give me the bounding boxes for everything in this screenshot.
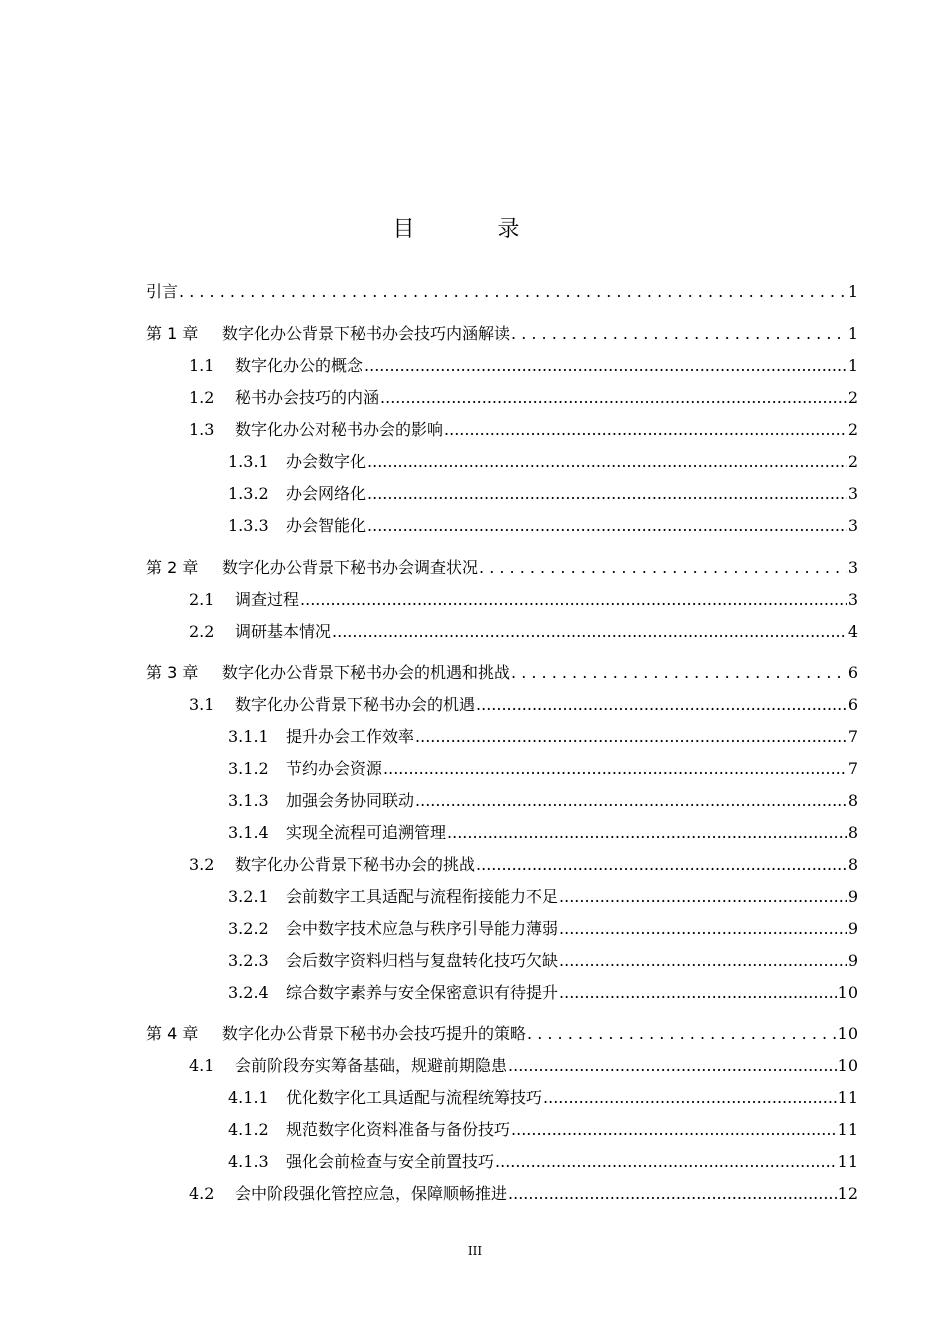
toc-entry-title: 办会智能化 bbox=[286, 516, 367, 535]
toc-entry-number: 2.2 bbox=[189, 622, 215, 641]
toc-page-number: 11 bbox=[837, 1120, 858, 1139]
dot-leader bbox=[179, 280, 847, 304]
dot-leader bbox=[367, 450, 847, 474]
toc-entry-number: 3.2.1 bbox=[228, 887, 269, 906]
toc-page-number: 4 bbox=[847, 622, 858, 641]
toc-entry-number: 3.1.3 bbox=[228, 791, 269, 810]
toc-entry-title: 提升办会工作效率 bbox=[286, 727, 415, 746]
toc-entry-number: 1.1 bbox=[189, 356, 215, 375]
toc-entry-subsection[interactable] bbox=[0, 917, 950, 941]
toc-page-number: 1 bbox=[847, 282, 858, 301]
toc-page-number: 9 bbox=[847, 887, 858, 906]
dot-leader bbox=[367, 514, 847, 538]
toc-entry-number: 3.2 bbox=[189, 855, 215, 874]
toc-page-number: 10 bbox=[837, 983, 858, 1002]
toc-entry-number: 4.1.1 bbox=[228, 1088, 269, 1107]
dot-leader bbox=[527, 1022, 837, 1046]
toc-entry-number: 4.1.3 bbox=[228, 1152, 269, 1171]
toc-entry-title: 会前阶段夯实筹备基础，规避前期隐患 bbox=[235, 1056, 508, 1075]
dot-leader bbox=[508, 1182, 837, 1206]
toc-entry-title: 办会数字化 bbox=[286, 452, 367, 471]
toc-entry-number: 第 4 章 bbox=[146, 1024, 199, 1043]
toc-entry-title: 优化数字化工具适配与流程统筹技巧 bbox=[286, 1088, 543, 1107]
toc-entry-title: 数字化办公背景下秘书办会的机遇 bbox=[235, 695, 476, 714]
toc-entry-title: 数字化办公背景下秘书办会技巧提升的策略 bbox=[222, 1024, 527, 1043]
toc-entry-subsection[interactable] bbox=[0, 514, 950, 538]
toc-page-number: 12 bbox=[837, 1184, 858, 1203]
toc-page-number: 8 bbox=[847, 823, 858, 842]
toc-entry-section[interactable] bbox=[0, 1182, 950, 1206]
dot-leader bbox=[559, 949, 847, 973]
toc-entry-subsection[interactable] bbox=[0, 789, 950, 813]
toc-entry-title: 引言 bbox=[146, 282, 179, 301]
toc-entry-number: 3.1.1 bbox=[228, 727, 269, 746]
toc-page-number: 8 bbox=[847, 791, 858, 810]
toc-entry-number: 4.2 bbox=[189, 1184, 215, 1203]
toc-entry-number: 1.3.3 bbox=[228, 516, 269, 535]
toc-entry-chapter[interactable] bbox=[0, 1022, 950, 1046]
toc-entry-section[interactable] bbox=[0, 693, 950, 717]
toc-entry-title: 数字化办公背景下秘书办会技巧内涵解读 bbox=[222, 324, 511, 343]
dot-leader bbox=[300, 588, 847, 612]
toc-page-number: 2 bbox=[847, 388, 858, 407]
toc-entry-title: 秘书办会技巧的内涵 bbox=[235, 388, 380, 407]
toc-page-number: 1 bbox=[847, 356, 858, 375]
toc-entry-number: 1.3.1 bbox=[228, 452, 269, 471]
dot-leader bbox=[511, 1118, 837, 1142]
toc-entry-title: 办会网络化 bbox=[286, 484, 367, 503]
toc-entry-number: 1.3.2 bbox=[228, 484, 269, 503]
toc-entry-subsection[interactable] bbox=[0, 821, 950, 845]
toc-page-number: 10 bbox=[837, 1024, 858, 1043]
toc-entry-subsection[interactable] bbox=[0, 482, 950, 506]
toc-entry-number: 1.3 bbox=[189, 420, 215, 439]
toc-entry-title: 实现全流程可追溯管理 bbox=[286, 823, 447, 842]
dot-leader bbox=[332, 620, 847, 644]
toc-entry-number: 3.2.3 bbox=[228, 951, 269, 970]
dot-leader bbox=[559, 981, 837, 1005]
toc-page-number: 3 bbox=[847, 590, 858, 609]
toc-entry-chapter[interactable] bbox=[0, 556, 950, 580]
dot-leader bbox=[511, 661, 847, 685]
dot-leader bbox=[415, 725, 847, 749]
dot-leader bbox=[559, 885, 847, 909]
dot-leader bbox=[444, 418, 847, 442]
toc-entry-number: 3.1 bbox=[189, 695, 215, 714]
toc-entry-title: 加强会务协同联动 bbox=[286, 791, 415, 810]
toc-entry-section[interactable] bbox=[0, 418, 950, 442]
dot-leader bbox=[543, 1086, 837, 1110]
dot-leader bbox=[495, 1150, 837, 1174]
toc-entry-subsection[interactable] bbox=[0, 885, 950, 909]
toc-page-number: 7 bbox=[847, 727, 858, 746]
toc-page-number: 2 bbox=[847, 452, 858, 471]
toc-entry-section[interactable] bbox=[0, 1054, 950, 1078]
toc-entry-number: 第 3 章 bbox=[146, 663, 199, 682]
page-number-footer: III bbox=[467, 1244, 483, 1258]
toc-page-number: 6 bbox=[847, 663, 858, 682]
toc-page-number: 11 bbox=[837, 1152, 858, 1171]
toc-entry-number: 1.2 bbox=[189, 388, 215, 407]
toc-entry-title: 规范数字化资料准备与备份技巧 bbox=[286, 1120, 511, 1139]
toc-entry-title: 节约办会资源 bbox=[286, 759, 383, 778]
toc-page-number: 6 bbox=[847, 695, 858, 714]
page-title: 目 录 bbox=[392, 217, 558, 242]
toc-entry-number: 第 2 章 bbox=[146, 558, 199, 577]
toc-entry-subsection[interactable] bbox=[0, 725, 950, 749]
toc-page-number: 1 bbox=[847, 324, 858, 343]
toc-page-number: 3 bbox=[847, 484, 858, 503]
dot-leader bbox=[476, 693, 847, 717]
toc-page-number: 9 bbox=[847, 951, 858, 970]
toc-entry-subsection[interactable] bbox=[0, 981, 950, 1005]
toc-page-number: 2 bbox=[847, 420, 858, 439]
dot-leader bbox=[367, 482, 847, 506]
toc-entry-subsection[interactable] bbox=[0, 450, 950, 474]
toc-entry-section[interactable] bbox=[0, 354, 950, 378]
toc-entry-title: 会中阶段强化管控应急，保障顺畅推进 bbox=[235, 1184, 508, 1203]
toc-entry-title: 数字化办公对秘书办会的影响 bbox=[235, 420, 444, 439]
toc-entry-subsection[interactable] bbox=[0, 1150, 950, 1174]
toc-entry-number: 4.1 bbox=[189, 1056, 215, 1075]
toc-page-number: 7 bbox=[847, 759, 858, 778]
toc-page-number: 10 bbox=[837, 1056, 858, 1075]
toc-entry-section[interactable] bbox=[0, 588, 950, 612]
toc-entry-subsection[interactable] bbox=[0, 949, 950, 973]
dot-leader bbox=[415, 789, 847, 813]
toc-entry-number: 2.1 bbox=[189, 590, 215, 609]
dot-leader bbox=[364, 354, 847, 378]
dot-leader bbox=[559, 917, 847, 941]
toc-entry-title: 会前数字工具适配与流程衔接能力不足 bbox=[286, 887, 559, 906]
toc-entry-title: 数字化办公背景下秘书办会的挑战 bbox=[235, 855, 476, 874]
toc-page-number: 3 bbox=[847, 516, 858, 535]
toc-entry-title: 调研基本情况 bbox=[235, 622, 332, 641]
toc-entry-title: 综合数字素养与安全保密意识有待提升 bbox=[286, 983, 559, 1002]
toc-entry-title: 会中数字技术应急与秩序引导能力薄弱 bbox=[286, 919, 559, 938]
dot-leader bbox=[380, 386, 847, 410]
dot-leader bbox=[479, 556, 847, 580]
dot-leader bbox=[383, 757, 847, 781]
toc-entry-chapter[interactable] bbox=[0, 661, 950, 685]
toc-entry-number: 3.2.2 bbox=[228, 919, 269, 938]
dot-leader bbox=[476, 853, 847, 877]
toc-entry-section[interactable] bbox=[0, 386, 950, 410]
toc-entry-title: 数字化办公的概念 bbox=[235, 356, 364, 375]
toc-page-number: 8 bbox=[847, 855, 858, 874]
toc-entry-subsection[interactable] bbox=[0, 1086, 950, 1110]
toc-entry-subsection[interactable] bbox=[0, 1118, 950, 1142]
toc-entry-title: 会后数字资料归档与复盘转化技巧欠缺 bbox=[286, 951, 559, 970]
toc-entry-title: 强化会前检查与安全前置技巧 bbox=[286, 1152, 495, 1171]
dot-leader bbox=[447, 821, 847, 845]
toc-entry-chapter[interactable] bbox=[0, 322, 950, 346]
toc-entry-title: 数字化办公背景下秘书办会调查状况 bbox=[222, 558, 479, 577]
toc-entry-number: 3.1.4 bbox=[228, 823, 269, 842]
dot-leader bbox=[511, 322, 847, 346]
toc-entry-number: 3.2.4 bbox=[228, 983, 269, 1002]
toc-entry-title: 调查过程 bbox=[235, 590, 300, 609]
toc-page-number: 3 bbox=[847, 558, 858, 577]
toc-entry-number: 第 1 章 bbox=[146, 324, 199, 343]
toc-entry-section[interactable] bbox=[0, 853, 950, 877]
toc-page-number: 9 bbox=[847, 919, 858, 938]
toc-entry-title: 数字化办公背景下秘书办会的机遇和挑战 bbox=[222, 663, 511, 682]
toc-entry-intro[interactable] bbox=[0, 280, 950, 304]
dot-leader bbox=[508, 1054, 837, 1078]
toc-entry-section[interactable] bbox=[0, 620, 950, 644]
toc-entry-number: 4.1.2 bbox=[228, 1120, 269, 1139]
toc-entry-number: 3.1.2 bbox=[228, 759, 269, 778]
toc-page-number: 11 bbox=[837, 1088, 858, 1107]
toc-entry-subsection[interactable] bbox=[0, 757, 950, 781]
